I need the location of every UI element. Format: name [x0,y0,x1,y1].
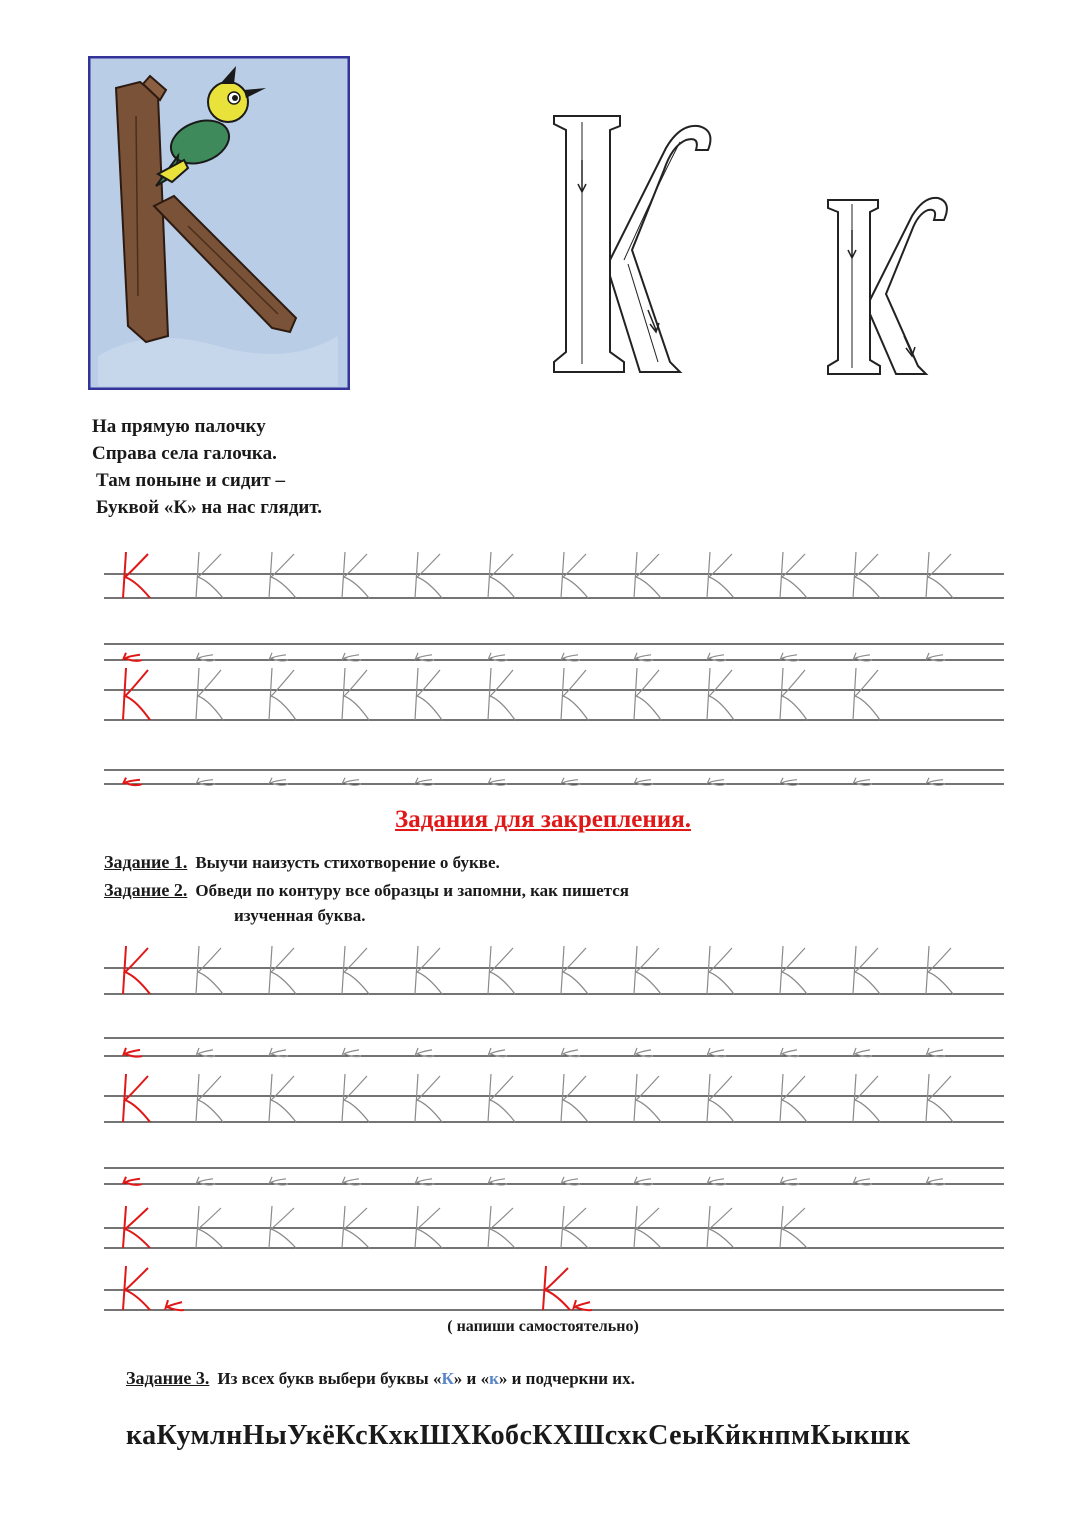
letter-k-sample [123,778,142,785]
letter-k-sample [634,946,661,994]
poem-line-1: На прямую палочку [92,416,266,437]
letter-k-sample [488,552,515,598]
letter-k-sample [123,552,150,598]
letter-k-sample [269,946,296,994]
letter-k-sample [415,552,442,598]
letter-k-sample [926,946,953,994]
letter-k-sample [561,1074,588,1122]
task-1-text: Выучи наизусть стихотворение о букве. [195,853,500,872]
letter-k-sample [707,946,734,994]
letter-k-sample [780,668,807,720]
letter-sequence[interactable]: каКумлнНыУкёКсКхкШХКобсКХШсхкСеыКйкнпмКыкшк [126,1420,911,1451]
letter-k-sample [853,946,880,994]
letter-k-sample [196,552,223,598]
write-yourself-note: ( напиши самостоятельно) [447,1318,639,1335]
letter-k-sample [780,552,807,598]
letter-k-sample [196,946,223,994]
task-3-text-b: » и « [453,1369,490,1388]
letter-k-sample [342,552,369,598]
letter-k-sample [342,1048,361,1057]
letter-k-sample [543,1266,570,1310]
letter-k-sample [707,1206,734,1248]
letter-k-sample [634,668,661,720]
letter-k-sample [561,668,588,720]
letter-k-sample [780,1206,807,1248]
letter-k-sample [123,1048,142,1057]
letter-k-sample [488,1206,515,1248]
letter-k-sample [853,552,880,598]
letter-k-sample [561,1206,588,1248]
letter-k-sample [853,1074,880,1122]
letter-k-sample [342,946,369,994]
letter-k-sample [926,1048,945,1057]
task-1 [104,852,500,873]
letter-k-sample [269,1074,296,1122]
letter-k-sample [561,552,588,598]
letter-k-sample [926,1074,953,1122]
letter-k-sample [415,946,442,994]
letter-k-sample [196,1206,223,1248]
poem-line-4: Буквой «К» на нас глядит. [96,497,323,518]
letter-k-sample [415,1074,442,1122]
letter-k-sample [561,946,588,994]
letter-k-sample [634,1206,661,1248]
letter-k-sample [780,1074,807,1122]
letter-k-sample [269,668,296,720]
letter-k-sample [488,668,515,720]
letter-k-sample [415,1206,442,1248]
task-3-letter-upper: К [441,1369,454,1388]
letter-k-sample [123,1074,150,1122]
task-3-text-a: Из всех букв выбери буквы « [217,1369,442,1388]
letter-k-sample [634,1074,661,1122]
letter-k-sample [707,668,734,720]
section-title: Задания для закрепления. [395,806,691,833]
letter-k-sample [634,552,661,598]
letter-k-sample [926,552,953,598]
letter-k-sample [123,1206,150,1248]
letter-k-sample [853,1048,872,1057]
poem-line-3: Там поныне и сидит – [96,470,285,491]
task-3-label: Задание 3. [126,1368,210,1388]
task-3-text-c: » и подчеркни их. [498,1369,635,1388]
task-3-letter-lower: к [489,1369,499,1388]
letter-k-sample [269,1206,296,1248]
letter-k-sample [342,1074,369,1122]
task-2 [104,880,629,901]
letter-k-sample [707,1048,726,1057]
letter-k-sample [853,668,880,720]
task-3 [126,1368,635,1389]
task-1-label: Задание 1. [104,852,188,872]
letter-k-sample [196,1074,223,1122]
letter-k-sample [488,946,515,994]
letter-k-sample [573,1300,592,1310]
letter-k-sample [415,668,442,720]
letter-k-sample [707,552,734,598]
letter-k-sample [165,1300,184,1310]
letter-k-sample [123,946,150,994]
task-2-label: Задание 2. [104,880,188,900]
letter-k-sample [123,668,150,720]
letter-k-sample [415,1048,434,1057]
letter-k-sample [634,1048,653,1057]
letter-k-sample [342,668,369,720]
letter-k-sample [196,668,223,720]
letter-k-sample [342,1206,369,1248]
letter-k-sample [269,552,296,598]
letter-k-sample [707,1074,734,1122]
task-2-text-continued: изученная буква. [234,906,366,925]
letter-k-sample [269,1048,288,1057]
letter-k-sample [123,1266,150,1310]
letter-k-sample [488,1074,515,1122]
letter-k-sample [780,1048,799,1057]
task-2-text: Обведи по контуру все образцы и запомни, как пишется [195,881,629,900]
letter-k-sample [780,946,807,994]
poem-line-2: Справа села галочка. [92,443,277,464]
letter-k-sample [561,1048,580,1057]
letter-k-sample [196,1048,215,1057]
letter-k-sample [488,1048,507,1057]
